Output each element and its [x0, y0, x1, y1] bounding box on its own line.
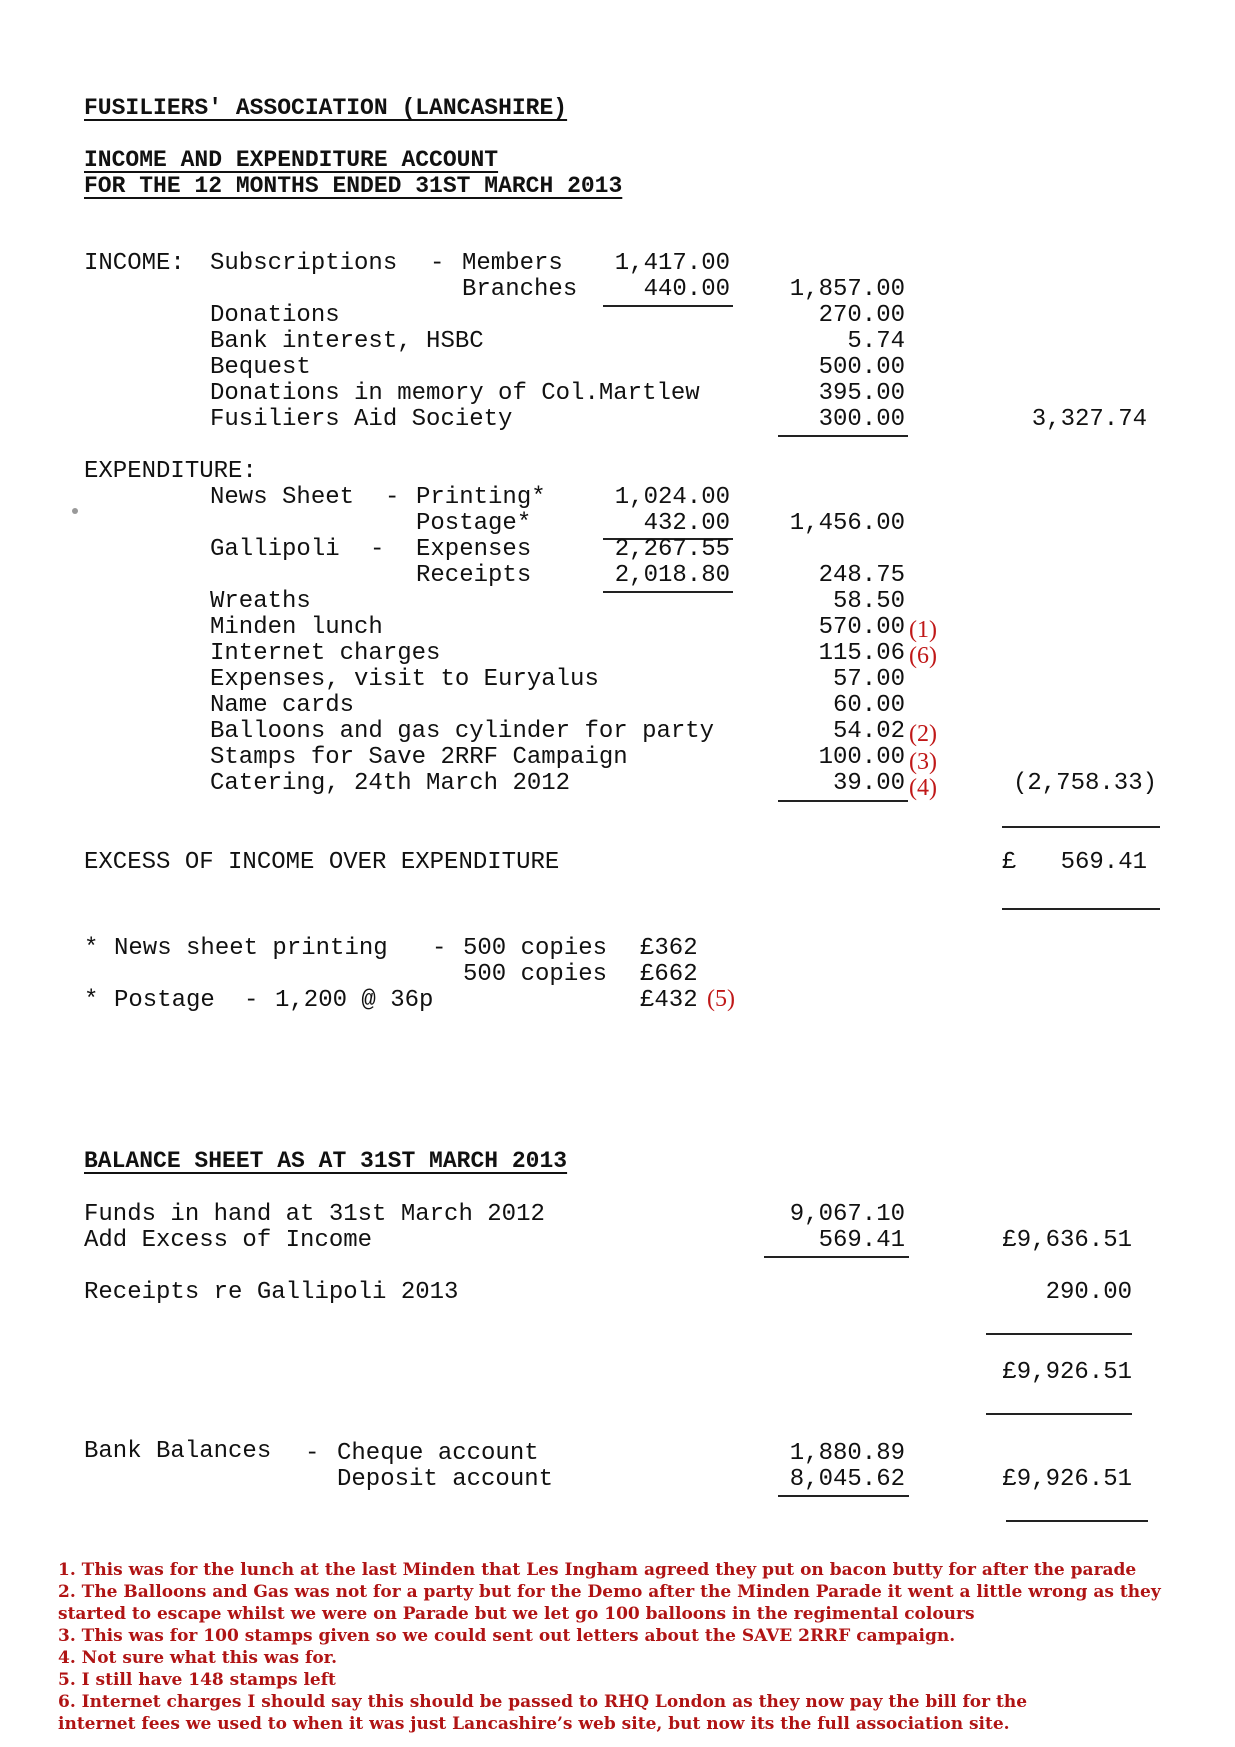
funds-rule — [764, 1256, 909, 1258]
excess-top-rule — [1002, 826, 1160, 828]
income-rule — [778, 435, 908, 437]
subscriptions-rule — [603, 305, 733, 307]
printing-note-label: News sheet printing — [114, 935, 388, 962]
account-period: FOR THE 12 MONTHS ENDED 31ST MARCH 2013 — [84, 173, 623, 199]
branches-label: Branches — [462, 276, 578, 303]
branches-amount: 440.00 — [643, 276, 730, 303]
internet-charges-label: Internet charges — [210, 640, 441, 667]
balloons-note: (2) — [909, 721, 937, 747]
income-total: 3,327.74 — [1031, 406, 1147, 433]
news-sheet-total: 1,456.00 — [789, 510, 905, 537]
printing-note-star: * — [84, 935, 99, 962]
gallipoli-rule — [603, 591, 733, 593]
gallipoli-receipts-2013-label: Receipts re Gallipoli 2013 — [84, 1279, 459, 1306]
stamps-note: (3) — [909, 749, 937, 775]
internet-charges-amount: 115.06 — [818, 640, 905, 667]
wreaths-label: Wreaths — [210, 588, 311, 615]
name-cards-label: Name cards — [210, 692, 355, 719]
minden-lunch-amount: 570.00 — [818, 614, 905, 641]
footnote-2-cont: started to escape whilst we were on Parade but we let go 100 balloons in the regimental colours — [58, 1604, 975, 1624]
footnote-3: 3. This was for 100 stamps given so we could sent out letters about the SAVE 2RRF campaign. — [58, 1626, 956, 1646]
bequest-label: Bequest — [210, 354, 311, 381]
martlew-donations-label: Donations in memory of Col.Martlew — [210, 380, 700, 407]
expenditure-heading: EXPENDITURE: — [84, 458, 257, 485]
printing-note-copies-1: 500 copies — [463, 935, 608, 962]
bank-balances-rule — [778, 1495, 909, 1497]
expenditure-total: (2,758.33) — [1012, 770, 1157, 797]
excess-currency: £ — [1002, 849, 1017, 876]
footnote-6-cont: internet fees we used to when it was just Lancashire’s web site, but now its the full association site. — [58, 1714, 1010, 1734]
printing-amount: 1,024.00 — [614, 484, 730, 511]
account-title: INCOME AND EXPENDITURE ACCOUNT — [84, 147, 499, 173]
gallipoli-expenses-amount: 2,267.55 — [614, 536, 730, 563]
gallipoli-receipts-label: Receipts — [416, 562, 532, 589]
excess-amount: 569.41 — [1060, 849, 1147, 876]
printing-note-copies-2: 500 copies — [463, 961, 608, 988]
martlew-donations-amount: 395.00 — [818, 380, 905, 407]
postage-note-label: Postage — [114, 987, 215, 1014]
add-excess-label: Add Excess of Income — [84, 1227, 373, 1254]
donations-amount: 270.00 — [818, 302, 905, 329]
bank-interest-label: Bank interest, HSBC — [210, 328, 484, 355]
balance-sheet-title: BALANCE SHEET AS AT 31ST MARCH 2013 — [84, 1148, 568, 1174]
cheque-account-label: Cheque account — [337, 1440, 539, 1467]
expenditure-rule — [778, 800, 908, 802]
stamps-label: Stamps for Save 2RRF Campaign — [210, 744, 628, 771]
news-sheet-dash: - — [385, 484, 400, 511]
printing-note-price-1: £362 — [640, 935, 698, 962]
add-excess-amount: 569.41 — [818, 1227, 905, 1254]
subscriptions-total: 1,857.00 — [789, 276, 905, 303]
postage-note-price: £432 — [640, 987, 698, 1014]
postage-note-star: * — [84, 987, 99, 1014]
gallipoli-dash: - — [370, 536, 385, 563]
excess-label: EXCESS OF INCOME OVER EXPENDITURE — [84, 849, 560, 876]
receipts-rule — [986, 1333, 1132, 1335]
catering-note: (4) — [909, 775, 937, 801]
gallipoli-receipts-2013-amount: 290.00 — [1045, 1279, 1132, 1306]
bank-balances-total: £9,926.51 — [1002, 1466, 1132, 1493]
footnote-4: 4. Not sure what this was for. — [58, 1648, 337, 1668]
aid-society-amount: 300.00 — [818, 406, 905, 433]
euryalus-label: Expenses, visit to Euryalus — [210, 666, 599, 693]
funds-in-hand-label: Funds in hand at 31st March 2012 — [84, 1201, 545, 1228]
balloons-label: Balloons and gas cylinder for party — [210, 718, 715, 745]
excess-bottom-rule — [1002, 908, 1160, 910]
footnote-6: 6. Internet charges I should say this should be passed to RHQ London as they now pay the bill for the — [58, 1692, 1028, 1712]
bank-balances-bottom-rule — [1006, 1520, 1148, 1522]
postage-note-dash: - — [244, 987, 259, 1014]
gallipoli-receipts-amount: 2,018.80 — [614, 562, 730, 589]
printing-label: Printing* — [416, 484, 546, 511]
footnote-1: 1. This was for the lunch at the last Minden that Les Ingham agreed they put on bacon butty for after the parade — [58, 1560, 1137, 1580]
funds-in-hand-amount: 9,067.10 — [789, 1201, 905, 1228]
grand-total-rule — [986, 1413, 1132, 1415]
bank-balances-label: Bank Balances — [84, 1438, 272, 1465]
internet-charges-note: (6) — [909, 643, 937, 669]
deposit-account-label: Deposit account — [337, 1466, 554, 1493]
bequest-amount: 500.00 — [818, 354, 905, 381]
subscriptions-dash: - — [430, 250, 445, 277]
bank-interest-amount: 5.74 — [847, 328, 905, 355]
income-heading: INCOME: — [84, 250, 185, 277]
news-sheet-label: News Sheet — [210, 484, 355, 511]
cheque-account-amount: 1,880.89 — [789, 1440, 905, 1467]
postage-note-ref: (5) — [707, 986, 735, 1012]
gallipoli-label: Gallipoli — [210, 536, 340, 563]
catering-amount: 39.00 — [832, 770, 905, 797]
printing-note-price-2: £662 — [640, 961, 698, 988]
postage-label: Postage* — [416, 510, 532, 537]
postage-amount: 432.00 — [643, 510, 730, 537]
postage-note-detail: 1,200 @ 36p — [275, 987, 434, 1014]
scan-speck — [72, 508, 78, 514]
gallipoli-total: 248.75 — [818, 562, 905, 589]
minden-lunch-note: (1) — [909, 617, 937, 643]
minden-lunch-label: Minden lunch — [210, 614, 383, 641]
name-cards-amount: 60.00 — [832, 692, 905, 719]
donations-label: Donations — [210, 302, 340, 329]
catering-label: Catering, 24th March 2012 — [210, 770, 571, 797]
stamps-amount: 100.00 — [818, 744, 905, 771]
gallipoli-expenses-label: Expenses — [416, 536, 532, 563]
footnote-2: 2. The Balloons and Gas was not for a party but for the Demo after the Minden Parade it went a little wrong as they — [58, 1582, 1161, 1602]
balloons-amount: 54.02 — [832, 718, 905, 745]
subscriptions-label: Subscriptions — [210, 250, 398, 277]
org-title: FUSILIERS' ASSOCIATION (LANCASHIRE) — [84, 95, 568, 121]
euryalus-amount: 57.00 — [832, 666, 905, 693]
aid-society-label: Fusiliers Aid Society — [210, 406, 513, 433]
footnote-5: 5. I still have 148 stamps left — [58, 1670, 336, 1690]
members-label: Members — [462, 250, 563, 277]
deposit-account-amount: 8,045.62 — [789, 1466, 905, 1493]
funds-subtotal: £9,636.51 — [1002, 1227, 1132, 1254]
wreaths-amount: 58.50 — [832, 588, 905, 615]
members-amount: 1,417.00 — [614, 250, 730, 277]
printing-note-dash: - — [432, 935, 447, 962]
balance-grand-total: £9,926.51 — [1002, 1359, 1132, 1386]
bank-balances-dash: - — [305, 1440, 320, 1467]
